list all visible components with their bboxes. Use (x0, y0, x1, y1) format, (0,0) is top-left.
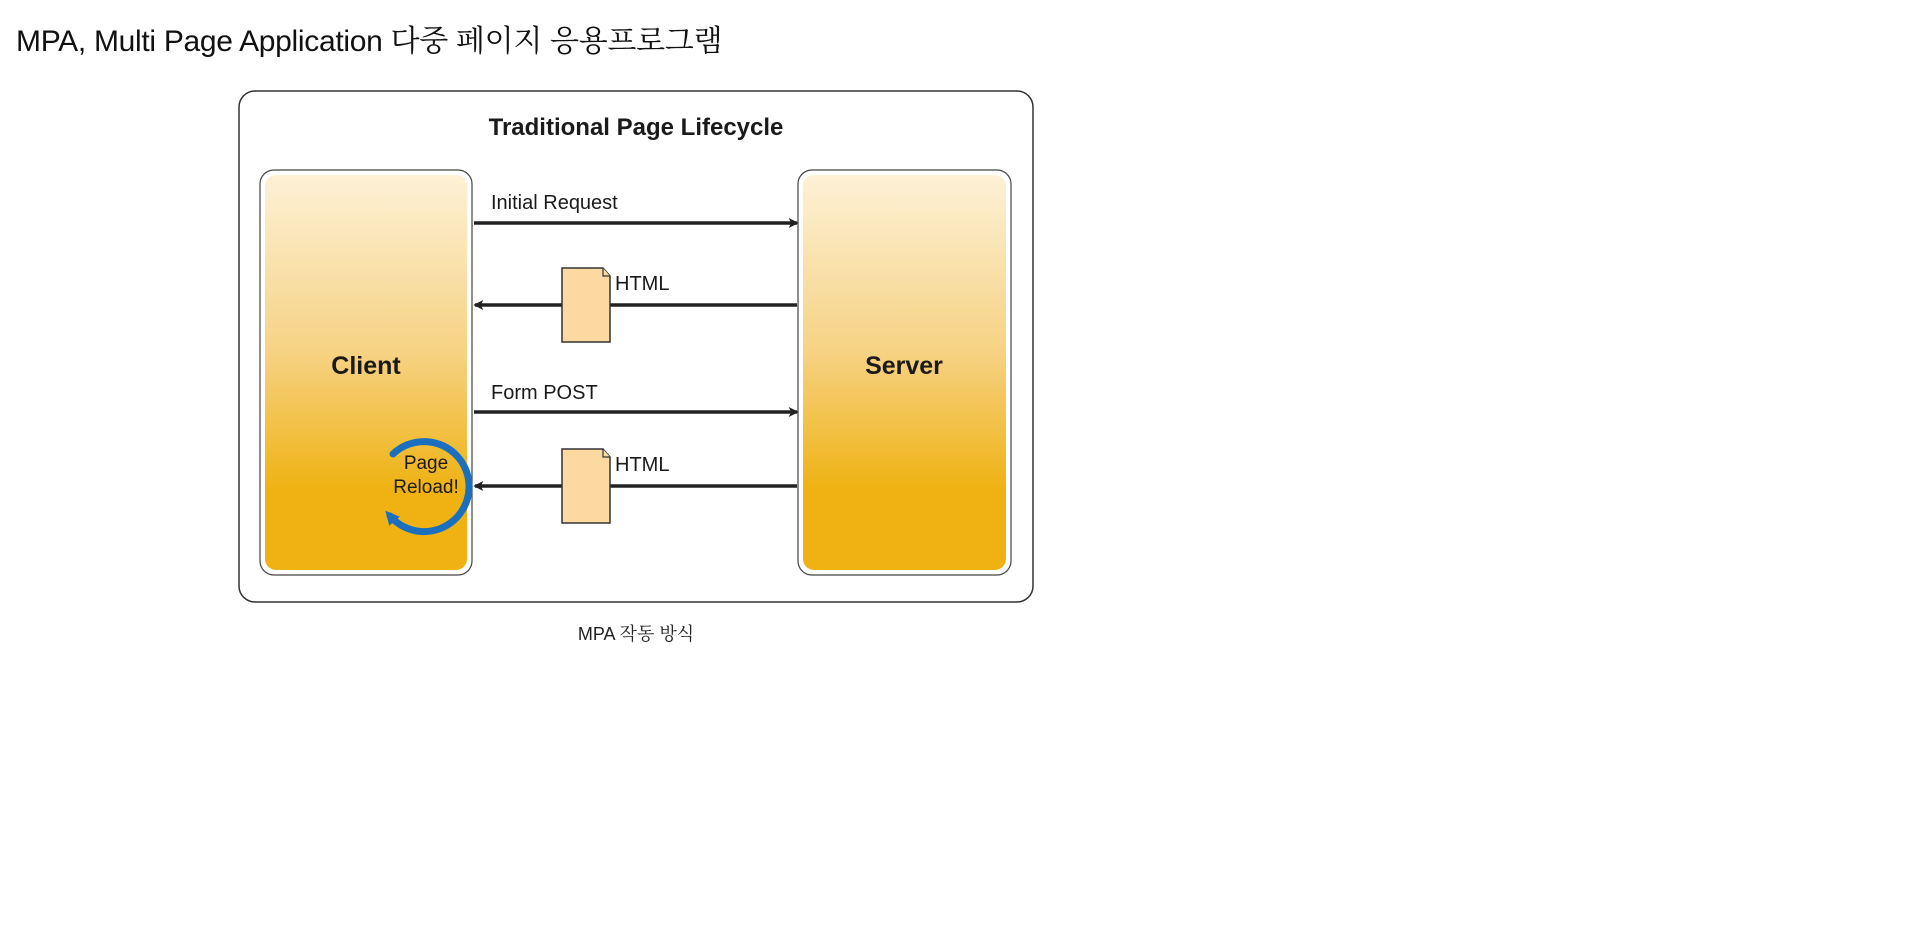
initial-request-label: Initial Request (491, 192, 618, 214)
figure-caption: MPA 작동 방식 (577, 624, 695, 644)
html-document-icon (562, 268, 610, 342)
server-label: Server (865, 352, 943, 380)
page-title: MPA, Multi Page Application 다중 페이지 응용프로그램 (16, 25, 723, 58)
html-response-label-1: HTML (615, 273, 670, 295)
client-label: Client (331, 352, 401, 380)
html-response-label-2: HTML (615, 454, 670, 476)
server-box (798, 170, 1011, 575)
form-post-label: Form POST (491, 382, 598, 404)
diagram-canvas (238, 90, 1034, 605)
client-box (260, 170, 472, 575)
html-document-icon (562, 449, 610, 523)
page-reload-label-line2: Reload! (393, 477, 459, 498)
page-reload-label-line1: Page (403, 453, 449, 474)
mpa-lifecycle-diagram (238, 90, 1034, 605)
diagram-title: Traditional Page Lifecycle (488, 114, 784, 141)
